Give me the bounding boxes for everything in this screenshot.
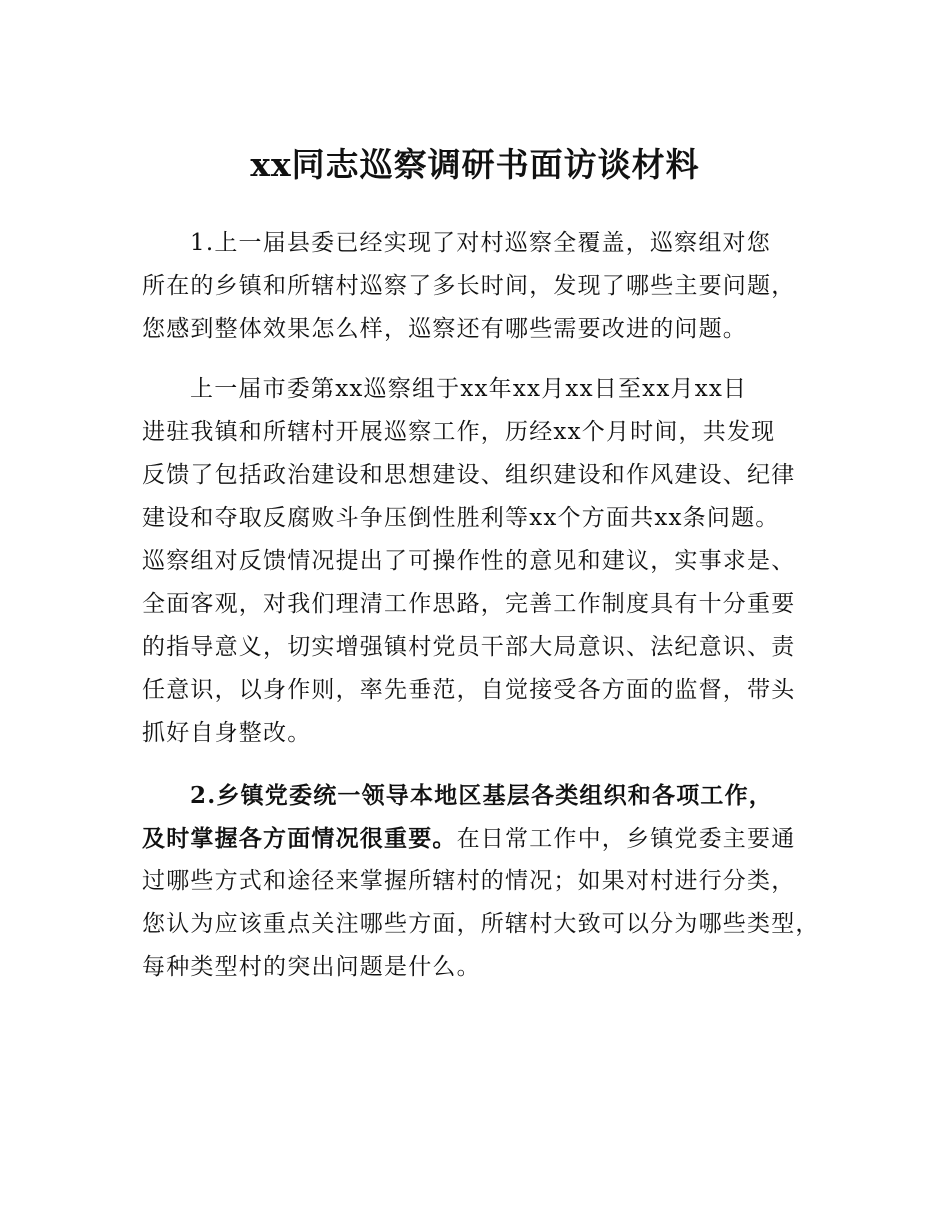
answer-1-line: 任意识，以身作则，率先垂范，自觉接受各方面的监督，带头: [142, 677, 796, 703]
question-2-regular-text: 在日常工作中，乡镇党委主要通: [456, 826, 796, 852]
answer-1-line: 的指导意义，切实增强镇村党员干部大局意识、法纪意识、责: [142, 634, 796, 660]
question-1-paragraph: [142, 222, 822, 351]
question-1-line: 所在的乡镇和所辖村巡察了多长时间，发现了哪些主要问题，: [142, 273, 796, 299]
answer-1-line: 进驻我镇和所辖村开展巡察工作，历经xx个月时间，共发现: [142, 419, 776, 445]
question-2-line: 每种类型村的突出问题是什么。: [142, 954, 481, 980]
question-1-line: 1.上一届县委已经实现了对村巡察全覆盖，巡察组对您: [190, 230, 771, 256]
answer-1-line: 抓好自身整改。: [142, 720, 312, 746]
answer-1-line: 巡察组对反馈情况提出了可操作性的意见和建议，实事求是、: [142, 548, 796, 574]
answer-1-line: 上一届市委第xx巡察组于xx年xx月xx日至xx月xx日: [190, 376, 748, 402]
question-2-line: 您认为应该重点关注哪些方面，所辖村大致可以分为哪些类型，: [142, 911, 820, 937]
question-2-paragraph: [142, 774, 822, 989]
answer-1-line: 全面客观，对我们理清工作思路，完善工作制度具有十分重要: [142, 591, 796, 617]
question-2-line: 过哪些方式和途径来掌握所辖村的情况；如果对村进行分类，: [142, 868, 796, 894]
answer-1-line: 建设和夺取反腐败斗争压倒性胜利等xx个方面共xx条问题。: [142, 505, 780, 531]
question-1-line: 您感到整体效果怎么样，巡察还有哪些需要改进的问题。: [142, 316, 747, 342]
question-2-bold-text: 及时掌握各方面情况很重要。: [142, 825, 457, 852]
answer-1-paragraph: [142, 368, 822, 755]
question-2-bold-line: 2.乡镇党委统一领导本地区基层各类组织和各项工作，: [190, 782, 774, 809]
document-title: xx同志巡察调研书面访谈材料: [250, 145, 700, 184]
answer-1-line: 反馈了包括政治建设和思想建设、组织建设和作风建设、纪律: [142, 462, 796, 488]
question-2-mixed-line: [142, 817, 822, 860]
